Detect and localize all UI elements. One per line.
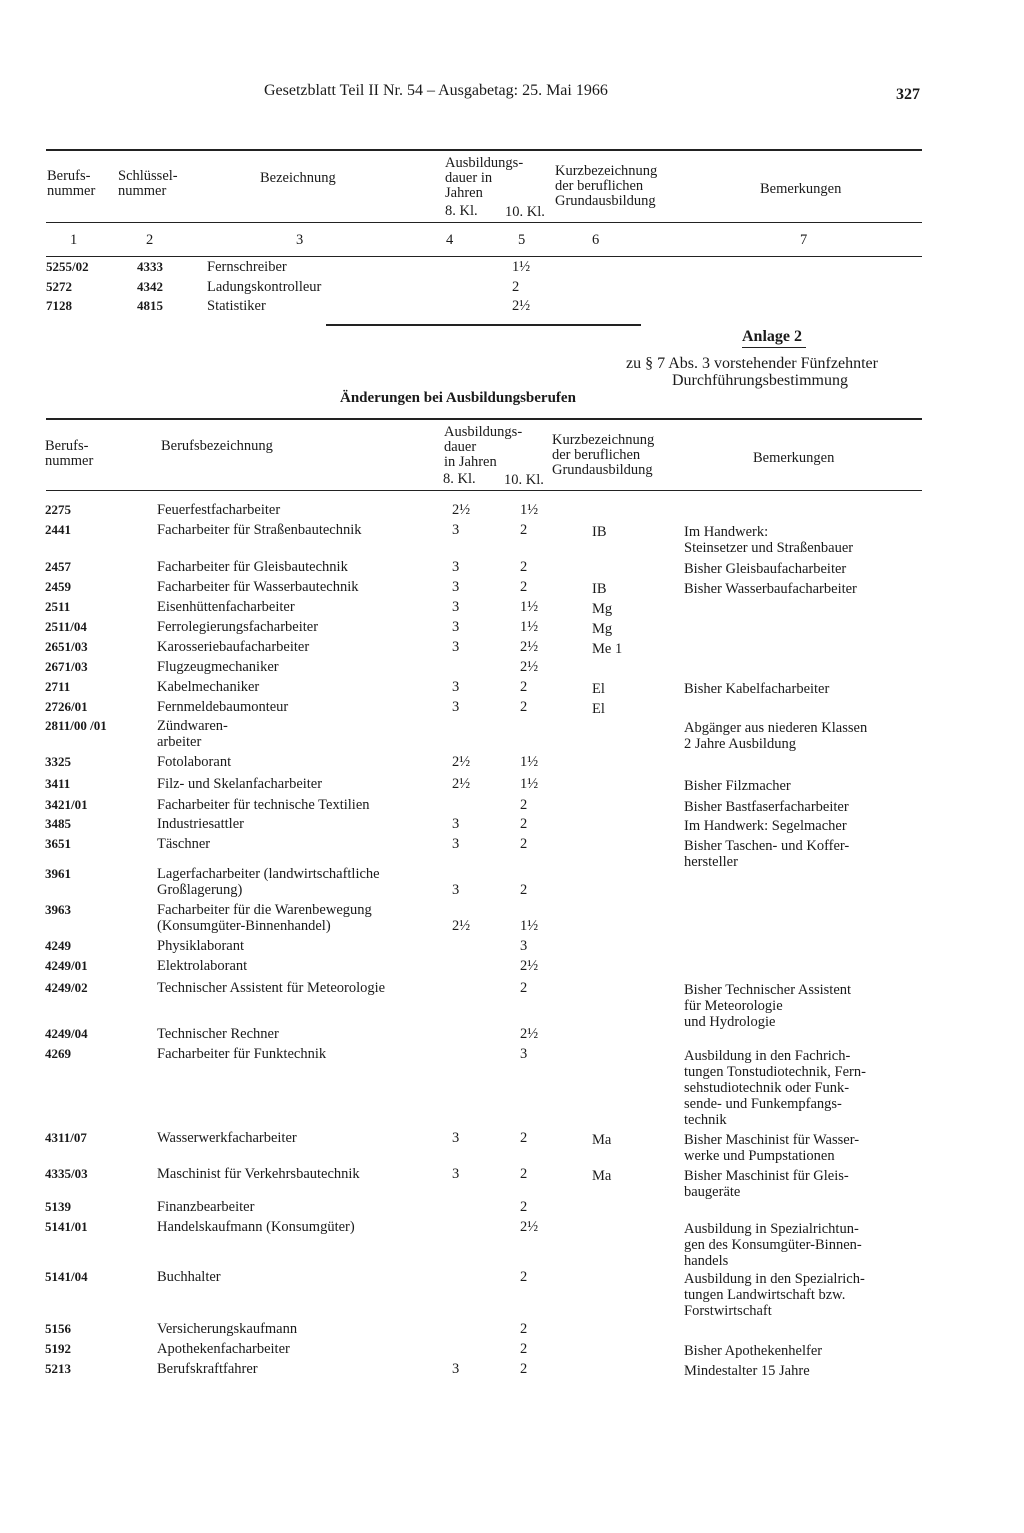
t1-header-kurzbezeichnung: Kurzbezeichnung der beruflichen Grundausbildung — [555, 163, 658, 209]
t2-row-bemerkungen: Ausbildung in den Fachrich- tungen Tonstudiotechnik, Fern- sehstudiotechnik oder Funk- sende- und Funkempfangs- technik — [684, 1048, 866, 1128]
t2-row-berufsbezeichnung: Facharbeiter für technische Textilien — [157, 797, 370, 813]
t2-row-berufsbezeichnung: Filz- und Skelanfacharbeiter — [157, 776, 323, 792]
t2-row-dauer-10kl: 2 — [520, 679, 528, 695]
t2-row-berufsnummer: 2726/01 — [45, 699, 88, 714]
t2-row-berufsbezeichnung: Täschner — [157, 836, 211, 852]
t2-row-kurzbezeichnung: El — [592, 681, 605, 697]
t1-header-schluesselnummer: Schlüssel- nummer — [118, 168, 178, 199]
t2-row-kurzbezeichnung: IB — [592, 581, 607, 597]
t2-row-kurzbezeichnung: El — [592, 701, 605, 717]
t2-header-berufsnummer: Berufs- nummer — [45, 438, 94, 469]
t2-row-dauer-8kl: 3 — [452, 882, 460, 898]
t2-row-bemerkungen: Bisher Kabelfacharbeiter — [684, 681, 830, 697]
t2-row-dauer-10kl: 2½ — [520, 1219, 539, 1235]
t2-row-bemerkungen: Bisher Gleisbaufacharbeiter — [684, 561, 847, 577]
t2-row-berufsbezeichnung: Fernmeldebaumonteur — [157, 699, 289, 715]
t2-row-dauer-10kl: 2 — [520, 699, 528, 715]
t2-row-berufsnummer: 2457 — [45, 559, 71, 574]
t2-row-bemerkungen: Bisher Wasserbaufacharbeiter — [684, 581, 857, 597]
t2-row-berufsnummer: 3325 — [45, 754, 71, 769]
t2-row-berufsbezeichnung: Elektrolaborant — [157, 958, 248, 974]
table1-end-rule — [326, 324, 641, 326]
t2-row-berufsnummer: 2275 — [45, 502, 71, 517]
t1-row-berufsnummer: 5255/02 — [46, 259, 89, 274]
t1-header-ausbildungsdauer: Ausbildungs- dauer in Jahren — [445, 155, 524, 201]
t2-row-berufsnummer: 3485 — [45, 816, 71, 831]
t2-row-berufsnummer: 3963 — [45, 902, 71, 917]
t2-row-berufsnummer: 5192 — [45, 1341, 71, 1356]
t1-row-berufsnummer: 7128 — [46, 298, 72, 313]
t2-row-dauer-10kl: 2 — [520, 1199, 528, 1215]
t2-row-bemerkungen: Bisher Bastfaserfacharbeiter — [684, 799, 849, 815]
t2-row-dauer-10kl: 1½ — [520, 776, 539, 792]
t2-row-berufsnummer: 5156 — [45, 1321, 71, 1336]
t2-row-berufsbezeichnung: Flugzeugmechaniker — [157, 659, 279, 675]
column-number: 7 — [800, 232, 808, 248]
t2-row-berufsnummer: 3961 — [45, 866, 71, 881]
t2-row-berufsnummer: 2811/00 /01 — [45, 718, 107, 733]
anlage-underline — [742, 347, 806, 348]
t2-row-dauer-10kl: 3 — [520, 1046, 528, 1062]
t2-row-berufsbezeichnung: Berufskraftfahrer — [157, 1361, 258, 1377]
t2-row-berufsbezeichnung: Facharbeiter für Funktechnik — [157, 1046, 327, 1062]
t2-row-bemerkungen: Abgänger aus niederen Klassen 2 Jahre Ausbildung — [684, 720, 868, 752]
t2-row-kurzbezeichnung: Ma — [592, 1132, 612, 1148]
t2-row-berufsbezeichnung: Apothekenfacharbeiter — [157, 1341, 290, 1357]
t1-row-bezeichnung: Statistiker — [207, 298, 266, 314]
t2-row-dauer-8kl: 3 — [452, 816, 460, 832]
t2-row-bemerkungen: Mindestalter 15 Jahre — [684, 1363, 810, 1379]
t2-row-berufsnummer: 2511 — [45, 599, 71, 614]
t1-row-dauer-10kl: 1½ — [512, 259, 531, 275]
t2-row-berufsnummer: 4269 — [45, 1046, 71, 1061]
t2-row-dauer-10kl: 2 — [520, 1361, 528, 1377]
t2-row-dauer-10kl: 2½ — [520, 639, 539, 655]
t2-row-dauer-8kl: 2½ — [452, 776, 471, 792]
t2-row-berufsnummer: 4335/03 — [45, 1166, 88, 1181]
t2-row-berufsbezeichnung: Technischer Assistent für Meteorologie — [157, 980, 386, 996]
t2-row-kurzbezeichnung: Mg — [592, 601, 613, 617]
t1-header-kl8: 8. Kl. — [445, 203, 478, 219]
t1-row-berufsnummer: 5272 — [46, 279, 72, 294]
t1-header-kl10: 10. Kl. — [505, 204, 545, 220]
column-number: 1 — [70, 232, 78, 248]
t2-row-kurzbezeichnung: Me 1 — [592, 641, 623, 657]
t2-row-berufsbezeichnung: Facharbeiter für Wasserbautechnik — [157, 579, 359, 595]
t2-row-berufsnummer: 4249/01 — [45, 958, 88, 973]
t2-row-bemerkungen: Ausbildung in den Spezialrich- tungen Landwirtschaft bzw. Forstwirtschaft — [684, 1271, 865, 1319]
section-title: Änderungen bei Ausbildungsberufen — [340, 390, 576, 406]
t1-row-bezeichnung: Ladungskontrolleur — [207, 279, 322, 295]
t2-row-dauer-8kl: 3 — [452, 1130, 460, 1146]
t2-row-dauer-8kl: 3 — [452, 699, 460, 715]
t2-row-berufsbezeichnung: Zündwaren- arbeiter — [157, 718, 228, 750]
t1-row-dauer-10kl: 2 — [512, 279, 520, 295]
t2-row-dauer-10kl: 2 — [520, 980, 528, 996]
t2-header-kurzbezeichnung: Kurzbezeichnung der beruflichen Grundausbildung — [552, 432, 655, 478]
t2-row-bemerkungen: Im Handwerk: Steinsetzer und Straßenbauer — [684, 524, 854, 556]
t1-header-bezeichnung: Bezeichnung — [260, 170, 336, 186]
t1-row-bezeichnung: Fernschreiber — [207, 259, 287, 275]
t2-row-berufsbezeichnung: Technischer Rechner — [157, 1026, 279, 1042]
column-number: 2 — [146, 232, 154, 248]
t2-row-berufsnummer: 5141/01 — [45, 1219, 88, 1234]
t2-row-dauer-8kl: 3 — [452, 559, 460, 575]
page-number: 327 — [896, 86, 920, 103]
t2-row-dauer-10kl: 2 — [520, 1166, 528, 1182]
t2-row-berufsbezeichnung: Versicherungskaufmann — [157, 1321, 298, 1337]
column-number: 5 — [518, 232, 526, 248]
t2-row-berufsnummer: 5213 — [45, 1361, 71, 1376]
t2-row-dauer-8kl: 3 — [452, 579, 460, 595]
t2-row-dauer-10kl: 3 — [520, 938, 528, 954]
t2-row-bemerkungen: Bisher Taschen- und Koffer- hersteller — [684, 838, 850, 870]
t2-row-dauer-8kl: 2½ — [452, 754, 471, 770]
t2-row-bemerkungen: Bisher Apothekenhelfer — [684, 1343, 823, 1359]
anlage-ref-line2: Durchführungsbestimmung — [672, 372, 848, 389]
t2-header-bemerkungen: Bemerkungen — [753, 450, 835, 466]
t2-row-dauer-8kl: 3 — [452, 599, 460, 615]
t1-header-berufsnummer: Berufs- nummer — [47, 168, 96, 199]
t2-row-dauer-8kl: 3 — [452, 836, 460, 852]
t2-header-ausbildungsdauer: Ausbildungs- dauer in Jahren — [444, 424, 523, 470]
t2-row-berufsnummer: 2441 — [45, 522, 71, 537]
table1-top-rule — [46, 149, 922, 151]
t2-row-berufsnummer: 4249 — [45, 938, 71, 953]
t2-row-berufsbezeichnung: Facharbeiter für Straßenbautechnik — [157, 522, 362, 538]
t2-row-berufsnummer: 2671/03 — [45, 659, 88, 674]
t2-row-dauer-10kl: 1½ — [520, 599, 539, 615]
t2-row-berufsbezeichnung: Facharbeiter für die Warenbewegung (Konsumgüter-Binnenhandel) — [157, 902, 372, 934]
t1-row-schluesselnummer: 4342 — [137, 279, 163, 294]
t2-row-berufsbezeichnung: Handelskaufmann (Konsumgüter) — [157, 1219, 355, 1235]
t2-row-berufsnummer: 2711 — [45, 679, 71, 694]
t2-header-kl10: 10. Kl. — [504, 472, 544, 488]
t2-row-dauer-10kl: 2 — [520, 1321, 528, 1337]
t2-row-berufsbezeichnung: Physiklaborant — [157, 938, 244, 954]
t2-header-berufsbezeichnung: Berufsbezeichnung — [161, 438, 273, 454]
anlage-ref-line1: zu § 7 Abs. 3 vorstehender Fünfzehnter — [626, 355, 878, 372]
t2-row-dauer-10kl: 2½ — [520, 659, 539, 675]
t2-row-berufsbezeichnung: Eisenhüttenfacharbeiter — [157, 599, 295, 615]
t2-row-dauer-8kl: 3 — [452, 522, 460, 538]
t2-row-berufsnummer: 2651/03 — [45, 639, 88, 654]
t2-row-berufsbezeichnung: Fotolaborant — [157, 754, 232, 770]
table2-header-rule — [46, 490, 922, 491]
t2-row-dauer-10kl: 2 — [520, 1341, 528, 1357]
anlage-title: Anlage 2 — [742, 328, 802, 345]
t2-row-kurzbezeichnung: Mg — [592, 621, 613, 637]
t2-row-dauer-10kl: 2 — [520, 559, 528, 575]
t2-row-dauer-10kl: 1½ — [520, 619, 539, 635]
t2-row-bemerkungen: Im Handwerk: Segelmacher — [684, 818, 847, 834]
t2-row-berufsbezeichnung: Buchhalter — [157, 1269, 221, 1285]
t2-row-dauer-8kl: 3 — [452, 679, 460, 695]
column-number: 6 — [592, 232, 600, 248]
t2-row-dauer-8kl: 3 — [452, 1361, 460, 1377]
t2-row-bemerkungen: Bisher Maschinist für Gleis- baugeräte — [684, 1168, 849, 1200]
column-number: 4 — [446, 232, 454, 248]
table2-top-rule — [46, 418, 922, 420]
t2-row-dauer-10kl: 2 — [520, 797, 528, 813]
t2-row-berufsbezeichnung: Karosseriebaufacharbeiter — [157, 639, 310, 655]
t2-row-dauer-10kl: 2 — [520, 579, 528, 595]
page-header-title: Gesetzblatt Teil II Nr. 54 – Ausgabetag: 25. Mai 1966 — [264, 82, 608, 99]
t2-row-berufsbezeichnung: Ferrolegierungsfacharbeiter — [157, 619, 319, 635]
t2-row-berufsbezeichnung: Facharbeiter für Gleisbautechnik — [157, 559, 348, 575]
t2-row-dauer-8kl: 3 — [452, 639, 460, 655]
t2-row-dauer-10kl: 2 — [520, 522, 528, 538]
table1-header-rule — [46, 222, 922, 223]
t2-row-dauer-8kl: 2½ — [452, 502, 471, 518]
t2-row-berufsbezeichnung: Finanzbearbeiter — [157, 1199, 255, 1215]
t1-header-bemerkungen: Bemerkungen — [760, 181, 842, 197]
column-number: 3 — [296, 232, 304, 248]
t2-row-berufsnummer: 4249/02 — [45, 980, 88, 995]
t2-row-bemerkungen: Bisher Technischer Assistent für Meteorologie und Hydrologie — [684, 982, 852, 1030]
t2-row-bemerkungen: Bisher Filzmacher — [684, 778, 791, 794]
t2-row-dauer-10kl: 2½ — [520, 1026, 539, 1042]
t2-row-berufsbezeichnung: Maschinist für Verkehrsbautechnik — [157, 1166, 360, 1182]
t2-row-dauer-8kl: 3 — [452, 1166, 460, 1182]
t1-row-dauer-10kl: 2½ — [512, 298, 531, 314]
t2-row-dauer-10kl: 2 — [520, 816, 528, 832]
t1-row-schluesselnummer: 4333 — [137, 259, 163, 274]
t2-row-berufsnummer: 4311/07 — [45, 1130, 87, 1145]
t2-row-dauer-10kl: 2 — [520, 1130, 528, 1146]
t2-row-dauer-10kl: 2½ — [520, 958, 539, 974]
table1-colnum-rule — [46, 256, 922, 257]
t2-row-berufsbezeichnung: Lagerfacharbeiter (landwirtschaftliche Großlagerung) — [157, 866, 380, 898]
t2-row-dauer-8kl: 3 — [452, 619, 460, 635]
t2-row-berufsbezeichnung: Kabelmechaniker — [157, 679, 260, 695]
t2-row-bemerkungen: Ausbildung in Spezialrichtun- gen des Konsumgüter-Binnen- handels — [684, 1221, 862, 1269]
t2-row-bemerkungen: Bisher Maschinist für Wasser- werke und Pumpstationen — [684, 1132, 860, 1164]
t2-row-berufsnummer: 4249/04 — [45, 1026, 88, 1041]
t2-row-berufsnummer: 5141/04 — [45, 1269, 88, 1284]
t2-row-berufsbezeichnung: Industriesattler — [157, 816, 244, 832]
t2-row-dauer-10kl: 1½ — [520, 918, 539, 934]
t2-row-dauer-10kl: 1½ — [520, 502, 539, 518]
t1-row-schluesselnummer: 4815 — [137, 298, 163, 313]
t2-row-berufsnummer: 3651 — [45, 836, 71, 851]
t2-row-berufsbezeichnung: Feuerfestfacharbeiter — [157, 502, 281, 518]
t2-row-berufsnummer: 2511/04 — [45, 619, 87, 634]
t2-row-berufsnummer: 3421/01 — [45, 797, 88, 812]
t2-row-dauer-8kl: 2½ — [452, 918, 471, 934]
t2-row-dauer-10kl: 2 — [520, 836, 528, 852]
t2-row-kurzbezeichnung: Ma — [592, 1168, 612, 1184]
t2-row-berufsbezeichnung: Wasserwerkfacharbeiter — [157, 1130, 297, 1146]
t2-row-kurzbezeichnung: IB — [592, 524, 607, 540]
t2-row-berufsnummer: 3411 — [45, 776, 71, 791]
t2-row-dauer-10kl: 2 — [520, 1269, 528, 1285]
t2-row-dauer-10kl: 2 — [520, 882, 528, 898]
t2-row-dauer-10kl: 1½ — [520, 754, 539, 770]
t2-row-berufsnummer: 2459 — [45, 579, 71, 594]
t2-row-berufsnummer: 5139 — [45, 1199, 71, 1214]
t2-header-kl8: 8. Kl. — [443, 471, 476, 487]
